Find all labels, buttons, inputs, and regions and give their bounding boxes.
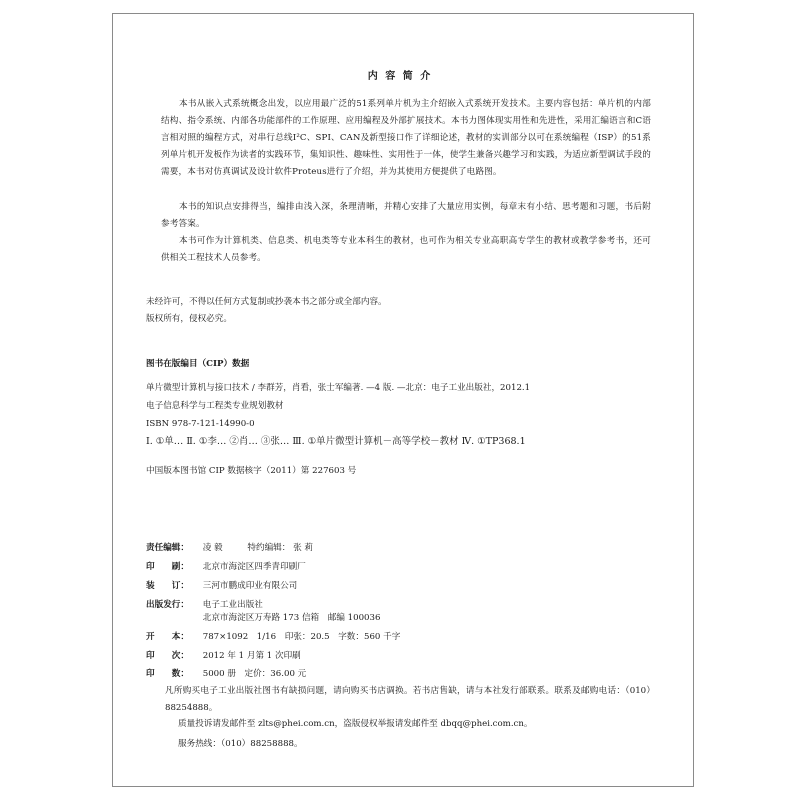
return-notice: 凡所购买电子工业出版社图书有缺损问题，请向购买书店调换。若书店售缺，请与本社发行部联系。联系及邮购电话：（010）88254888。 — [165, 686, 655, 713]
credit-edition — [146, 650, 301, 663]
credit-format — [146, 631, 400, 644]
intro-paragraph-2: 本书的知识点安排得当，编排由浅入深，条理清晰，并精心安排了大量应用实例，每章末有小结、思考题和习题，书后附参考答案。 — [161, 202, 651, 229]
edition-value: 2012 年 1 月第 1 次印刷 — [202, 651, 301, 661]
bind-value: 三河市鹏成印业有限公司 — [202, 581, 298, 591]
special-editor-label: 特约编辑： — [247, 543, 291, 553]
rights-notice: 版权所有，侵权必究。 — [146, 314, 232, 324]
print-label: 印 刷： — [146, 562, 189, 572]
format-value: 787×1092 1/16 印张：20.5 字数：560 千字 — [202, 632, 401, 642]
service-hotline: 服务热线：（010）88258888。 — [178, 739, 303, 749]
count-value: 5000 册 定价：36.00 元 — [202, 669, 307, 679]
publisher-value: 电子工业出版社 — [202, 600, 263, 610]
cip-series-line: 电子信息科学与工程类专业规划教材 — [146, 401, 284, 411]
cip-classification: Ⅰ. ①单… Ⅱ. ①李… ②肖… ③张… Ⅲ. ①单片微型计算机－高等学校－教材 Ⅳ. ①TP368.1 — [146, 436, 526, 447]
format-label: 开 本： — [146, 632, 189, 642]
editor-label: 责任编辑： — [146, 543, 189, 553]
credit-binder — [146, 580, 297, 593]
count-label: 印 数： — [146, 669, 189, 679]
intro-paragraph-3: 本书可作为计算机类、信息类、机电类等专业本科生的教材，也可作为相关专业高职高专学生的教材或教学参考书，还可供相关工程技术人员参考。 — [161, 236, 651, 263]
editor-value: 凌 毅 — [202, 543, 223, 553]
print-value: 北京市海淀区四季青印刷厂 — [202, 562, 306, 572]
cip-heading: 图书在版编目（CIP）数据 — [146, 359, 250, 369]
credit-address — [146, 612, 380, 625]
special-editor-value: 张 莉 — [293, 543, 314, 553]
cip-record-number: 中国版本图书馆 CIP 数据核字（2011）第 227603 号 — [146, 466, 357, 476]
cip-isbn: ISBN 978-7-121-14990-0 — [146, 419, 255, 429]
intro-paragraph-1: 本书从嵌入式系统概念出发，以应用最广泛的51系列单片机为主介绍嵌入式系统开发技术。主要内容包括：单片机的内部结构、指令系统、内部各功能部件的工作原理、应用编程及外部扩展技术。本书力图体现实用性和先进性，采用汇编语言和C语言相对照的编程方式，对串行总线I²C、SPI、CAN及新型接口作了详细论述，教材的实训部分以可在系统编程（ISP）的51系列单片机开发板作为读者的实践环节，集知识性、趣味性、实用性于一体，使学生兼备兴趣学习和实践，为适应新型调试手段的需要，本书对仿真调试及设计软件Proteus进行了介绍，并为其使用方便提供了电路图。 — [161, 99, 651, 177]
credit-count — [146, 668, 306, 681]
cip-title-line: 单片微型计算机与接口技术 / 李群芳，肖看，张士军编著. —4 版. —北京：电子工业出版社，2012.1 — [146, 383, 531, 393]
publisher-label: 出版发行： — [146, 600, 189, 610]
credit-publisher — [146, 599, 263, 612]
credit-editors — [146, 542, 313, 555]
credit-printer — [146, 561, 306, 574]
bind-label: 装 订： — [146, 581, 189, 591]
copy-warning: 未经许可，不得以任何方式复制或抄袭本书之部分或全部内容。 — [146, 297, 387, 307]
edition-label: 印 次： — [146, 651, 189, 661]
address-value: 北京市海淀区万寿路 173 信箱 邮编 100036 — [202, 613, 381, 623]
page-title: 内 容 简 介 — [367, 71, 433, 82]
quality-complaint-line: 质量投诉请发邮件至 zlts@phei.com.cn，盗版侵权举报请发邮件至 dbqq@phei.com.cn。 — [178, 719, 533, 729]
